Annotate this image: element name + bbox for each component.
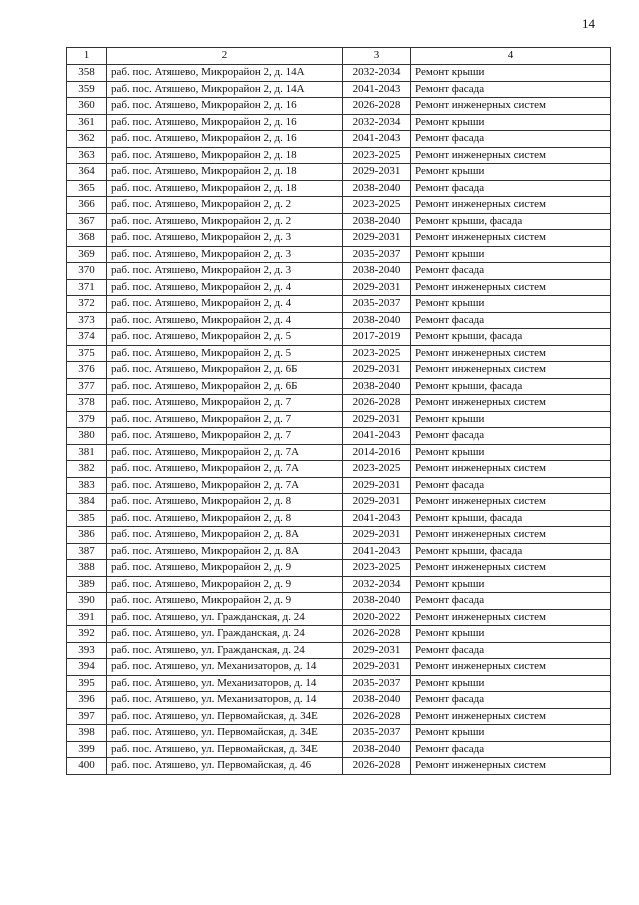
period-cell: 2029-2031 [343,230,411,247]
address-cell: раб. пос. Атяшево, Микрорайон 2, д. 3 [107,230,343,247]
period-cell: 2029-2031 [343,527,411,544]
work-type-cell: Ремонт фасада [411,81,611,98]
period-cell: 2017-2019 [343,329,411,346]
work-type-cell: Ремонт фасада [411,180,611,197]
address-cell: раб. пос. Атяшево, ул. Механизаторов, д. 14 [107,659,343,676]
work-type-cell: Ремонт крыши [411,725,611,742]
work-type-cell: Ремонт фасада [411,477,611,494]
row-number-cell: 394 [67,659,107,676]
row-number-cell: 374 [67,329,107,346]
row-number-cell: 398 [67,725,107,742]
period-cell: 2038-2040 [343,213,411,230]
row-number-cell: 382 [67,461,107,478]
table-row [67,411,611,428]
work-type-cell: Ремонт фасада [411,312,611,329]
period-cell: 2026-2028 [343,395,411,412]
work-type-cell: Ремонт инженерных систем [411,98,611,115]
row-number-cell: 388 [67,560,107,577]
table-row [67,279,611,296]
table-row [67,345,611,362]
period-cell: 2026-2028 [343,98,411,115]
table-row [67,114,611,131]
period-cell: 2026-2028 [343,758,411,775]
table-row [67,758,611,775]
table-row [67,560,611,577]
period-cell: 2029-2031 [343,477,411,494]
row-number-cell: 397 [67,708,107,725]
work-type-cell: Ремонт крыши, фасада [411,378,611,395]
column-header: 4 [411,48,611,65]
row-number-cell: 372 [67,296,107,313]
row-number-cell: 393 [67,642,107,659]
work-type-cell: Ремонт крыши [411,296,611,313]
address-cell: раб. пос. Атяшево, Микрорайон 2, д. 8 [107,494,343,511]
address-cell: раб. пос. Атяшево, Микрорайон 2, д. 7А [107,461,343,478]
work-type-cell: Ремонт инженерных систем [411,147,611,164]
row-number-cell: 371 [67,279,107,296]
period-cell: 2038-2040 [343,378,411,395]
work-type-cell: Ремонт инженерных систем [411,230,611,247]
table-row [67,98,611,115]
period-cell: 2038-2040 [343,312,411,329]
table-row [67,263,611,280]
address-cell: раб. пос. Атяшево, Микрорайон 2, д. 7 [107,428,343,445]
work-type-cell: Ремонт крыши [411,65,611,82]
table-row [67,395,611,412]
work-type-cell: Ремонт фасада [411,642,611,659]
row-number-cell: 389 [67,576,107,593]
table-row [67,642,611,659]
address-cell: раб. пос. Атяшево, Микрорайон 2, д. 9 [107,560,343,577]
table-row [67,296,611,313]
work-type-cell: Ремонт инженерных систем [411,395,611,412]
repair-schedule-table [66,47,611,775]
row-number-cell: 362 [67,131,107,148]
work-type-cell: Ремонт инженерных систем [411,609,611,626]
address-cell: раб. пос. Атяшево, ул. Гражданская, д. 24 [107,642,343,659]
row-number-cell: 390 [67,593,107,610]
row-number-cell: 380 [67,428,107,445]
table-row [67,362,611,379]
work-type-cell: Ремонт фасада [411,428,611,445]
work-type-cell: Ремонт крыши [411,164,611,181]
period-cell: 2032-2034 [343,576,411,593]
address-cell: раб. пос. Атяшево, Микрорайон 2, д. 4 [107,296,343,313]
table-row [67,444,611,461]
row-number-cell: 383 [67,477,107,494]
period-cell: 2038-2040 [343,593,411,610]
address-cell: раб. пос. Атяшево, Микрорайон 2, д. 5 [107,345,343,362]
table-row [67,510,611,527]
address-cell: раб. пос. Атяшево, Микрорайон 2, д. 8А [107,543,343,560]
work-type-cell: Ремонт инженерных систем [411,362,611,379]
address-cell: раб. пос. Атяшево, Микрорайон 2, д. 7А [107,477,343,494]
table-row [67,65,611,82]
work-type-cell: Ремонт инженерных систем [411,527,611,544]
work-type-cell: Ремонт крыши, фасада [411,213,611,230]
work-type-cell: Ремонт фасада [411,741,611,758]
address-cell: раб. пос. Атяшево, Микрорайон 2, д. 16 [107,114,343,131]
row-number-cell: 373 [67,312,107,329]
table-row [67,626,611,643]
table-row [67,576,611,593]
period-cell: 2038-2040 [343,741,411,758]
work-type-cell: Ремонт крыши, фасада [411,329,611,346]
period-cell: 2023-2025 [343,560,411,577]
row-number-cell: 367 [67,213,107,230]
address-cell: раб. пос. Атяшево, Микрорайон 2, д. 7 [107,411,343,428]
row-number-cell: 360 [67,98,107,115]
work-type-cell: Ремонт инженерных систем [411,461,611,478]
column-header: 3 [343,48,411,65]
work-type-cell: Ремонт инженерных систем [411,758,611,775]
table-row [67,659,611,676]
row-number-cell: 392 [67,626,107,643]
row-number-cell: 384 [67,494,107,511]
row-number-cell: 377 [67,378,107,395]
row-number-cell: 376 [67,362,107,379]
period-cell: 2035-2037 [343,246,411,263]
row-number-cell: 386 [67,527,107,544]
row-number-cell: 370 [67,263,107,280]
work-type-cell: Ремонт крыши, фасада [411,510,611,527]
address-cell: раб. пос. Атяшево, ул. Механизаторов, д. 14 [107,692,343,709]
address-cell: раб. пос. Атяшево, Микрорайон 2, д. 6Б [107,378,343,395]
period-cell: 2041-2043 [343,510,411,527]
work-type-cell: Ремонт крыши [411,114,611,131]
address-cell: раб. пос. Атяшево, Микрорайон 2, д. 9 [107,593,343,610]
address-cell: раб. пос. Атяшево, Микрорайон 2, д. 14А [107,65,343,82]
work-type-cell: Ремонт крыши [411,626,611,643]
period-cell: 2026-2028 [343,708,411,725]
address-cell: раб. пос. Атяшево, Микрорайон 2, д. 9 [107,576,343,593]
work-type-cell: Ремонт крыши, фасада [411,543,611,560]
table-header-row [67,48,611,65]
table-row [67,147,611,164]
period-cell: 2029-2031 [343,164,411,181]
row-number-cell: 366 [67,197,107,214]
address-cell: раб. пос. Атяшево, ул. Первомайская, д. 46 [107,758,343,775]
row-number-cell: 368 [67,230,107,247]
table-row [67,81,611,98]
row-number-cell: 365 [67,180,107,197]
period-cell: 2038-2040 [343,263,411,280]
row-number-cell: 396 [67,692,107,709]
work-type-cell: Ремонт инженерных систем [411,197,611,214]
address-cell: раб. пос. Атяшево, Микрорайон 2, д. 18 [107,147,343,164]
table-row [67,692,611,709]
address-cell: раб. пос. Атяшево, Микрорайон 2, д. 3 [107,246,343,263]
work-type-cell: Ремонт крыши [411,246,611,263]
table-row [67,741,611,758]
period-cell: 2029-2031 [343,411,411,428]
table-row [67,477,611,494]
period-cell: 2023-2025 [343,461,411,478]
address-cell: раб. пос. Атяшево, Микрорайон 2, д. 8 [107,510,343,527]
table-row [67,461,611,478]
address-cell: раб. пос. Атяшево, Микрорайон 2, д. 4 [107,312,343,329]
work-type-cell: Ремонт фасада [411,131,611,148]
period-cell: 2035-2037 [343,725,411,742]
address-cell: раб. пос. Атяшево, Микрорайон 2, д. 7 [107,395,343,412]
period-cell: 2041-2043 [343,131,411,148]
row-number-cell: 379 [67,411,107,428]
address-cell: раб. пос. Атяшево, ул. Механизаторов, д. 14 [107,675,343,692]
row-number-cell: 364 [67,164,107,181]
period-cell: 2041-2043 [343,543,411,560]
period-cell: 2029-2031 [343,642,411,659]
page-number: 14 [582,16,595,31]
address-cell: раб. пос. Атяшево, Микрорайон 2, д. 14А [107,81,343,98]
table-row [67,527,611,544]
work-type-cell: Ремонт инженерных систем [411,494,611,511]
period-cell: 2023-2025 [343,147,411,164]
work-type-cell: Ремонт инженерных систем [411,708,611,725]
address-cell: раб. пос. Атяшево, ул. Первомайская, д. 34Е [107,708,343,725]
row-number-cell: 358 [67,65,107,82]
address-cell: раб. пос. Атяшево, Микрорайон 2, д. 18 [107,180,343,197]
row-number-cell: 381 [67,444,107,461]
table-row [67,593,611,610]
table-row [67,329,611,346]
column-header: 1 [67,48,107,65]
row-number-cell: 361 [67,114,107,131]
address-cell: раб. пос. Атяшево, ул. Первомайская, д. 34Е [107,741,343,758]
table-row [67,312,611,329]
row-number-cell: 391 [67,609,107,626]
address-cell: раб. пос. Атяшево, Микрорайон 2, д. 16 [107,98,343,115]
work-type-cell: Ремонт инженерных систем [411,345,611,362]
table-body [67,48,611,775]
period-cell: 2032-2034 [343,114,411,131]
work-type-cell: Ремонт инженерных систем [411,560,611,577]
work-type-cell: Ремонт крыши [411,411,611,428]
period-cell: 2038-2040 [343,180,411,197]
table-row [67,543,611,560]
address-cell: раб. пос. Атяшево, Микрорайон 2, д. 7А [107,444,343,461]
table-row [67,428,611,445]
row-number-cell: 387 [67,543,107,560]
period-cell: 2023-2025 [343,197,411,214]
address-cell: раб. пос. Атяшево, ул. Гражданская, д. 24 [107,626,343,643]
period-cell: 2041-2043 [343,81,411,98]
address-cell: раб. пос. Атяшево, Микрорайон 2, д. 4 [107,279,343,296]
work-type-cell: Ремонт инженерных систем [411,659,611,676]
table-row [67,180,611,197]
row-number-cell: 400 [67,758,107,775]
row-number-cell: 385 [67,510,107,527]
period-cell: 2026-2028 [343,626,411,643]
period-cell: 2029-2031 [343,279,411,296]
address-cell: раб. пос. Атяшево, Микрорайон 2, д. 2 [107,213,343,230]
row-number-cell: 369 [67,246,107,263]
period-cell: 2029-2031 [343,659,411,676]
row-number-cell: 359 [67,81,107,98]
table-row [67,164,611,181]
row-number-cell: 375 [67,345,107,362]
row-number-cell: 363 [67,147,107,164]
period-cell: 2029-2031 [343,362,411,379]
table-row [67,230,611,247]
address-cell: раб. пос. Атяшево, ул. Первомайская, д. 34Е [107,725,343,742]
address-cell: раб. пос. Атяшево, Микрорайон 2, д. 16 [107,131,343,148]
table-row [67,675,611,692]
work-type-cell: Ремонт крыши [411,675,611,692]
work-type-cell: Ремонт фасада [411,263,611,280]
table-row [67,213,611,230]
address-cell: раб. пос. Атяшево, Микрорайон 2, д. 2 [107,197,343,214]
row-number-cell: 378 [67,395,107,412]
table-row [67,609,611,626]
table-row [67,246,611,263]
row-number-cell: 399 [67,741,107,758]
work-type-cell: Ремонт фасада [411,692,611,709]
address-cell: раб. пос. Атяшево, Микрорайон 2, д. 3 [107,263,343,280]
table-row [67,131,611,148]
work-type-cell: Ремонт крыши [411,444,611,461]
work-type-cell: Ремонт фасада [411,593,611,610]
period-cell: 2038-2040 [343,692,411,709]
period-cell: 2023-2025 [343,345,411,362]
period-cell: 2020-2022 [343,609,411,626]
column-header: 2 [107,48,343,65]
row-number-cell: 395 [67,675,107,692]
address-cell: раб. пос. Атяшево, Микрорайон 2, д. 18 [107,164,343,181]
table-row [67,494,611,511]
table-row [67,197,611,214]
period-cell: 2014-2016 [343,444,411,461]
work-type-cell: Ремонт инженерных систем [411,279,611,296]
address-cell: раб. пос. Атяшево, Микрорайон 2, д. 8А [107,527,343,544]
address-cell: раб. пос. Атяшево, Микрорайон 2, д. 6Б [107,362,343,379]
period-cell: 2035-2037 [343,296,411,313]
table-row [67,708,611,725]
address-cell: раб. пос. Атяшево, ул. Гражданская, д. 24 [107,609,343,626]
work-type-cell: Ремонт крыши [411,576,611,593]
table-row [67,725,611,742]
period-cell: 2041-2043 [343,428,411,445]
period-cell: 2032-2034 [343,65,411,82]
table-row [67,378,611,395]
period-cell: 2029-2031 [343,494,411,511]
period-cell: 2035-2037 [343,675,411,692]
address-cell: раб. пос. Атяшево, Микрорайон 2, д. 5 [107,329,343,346]
